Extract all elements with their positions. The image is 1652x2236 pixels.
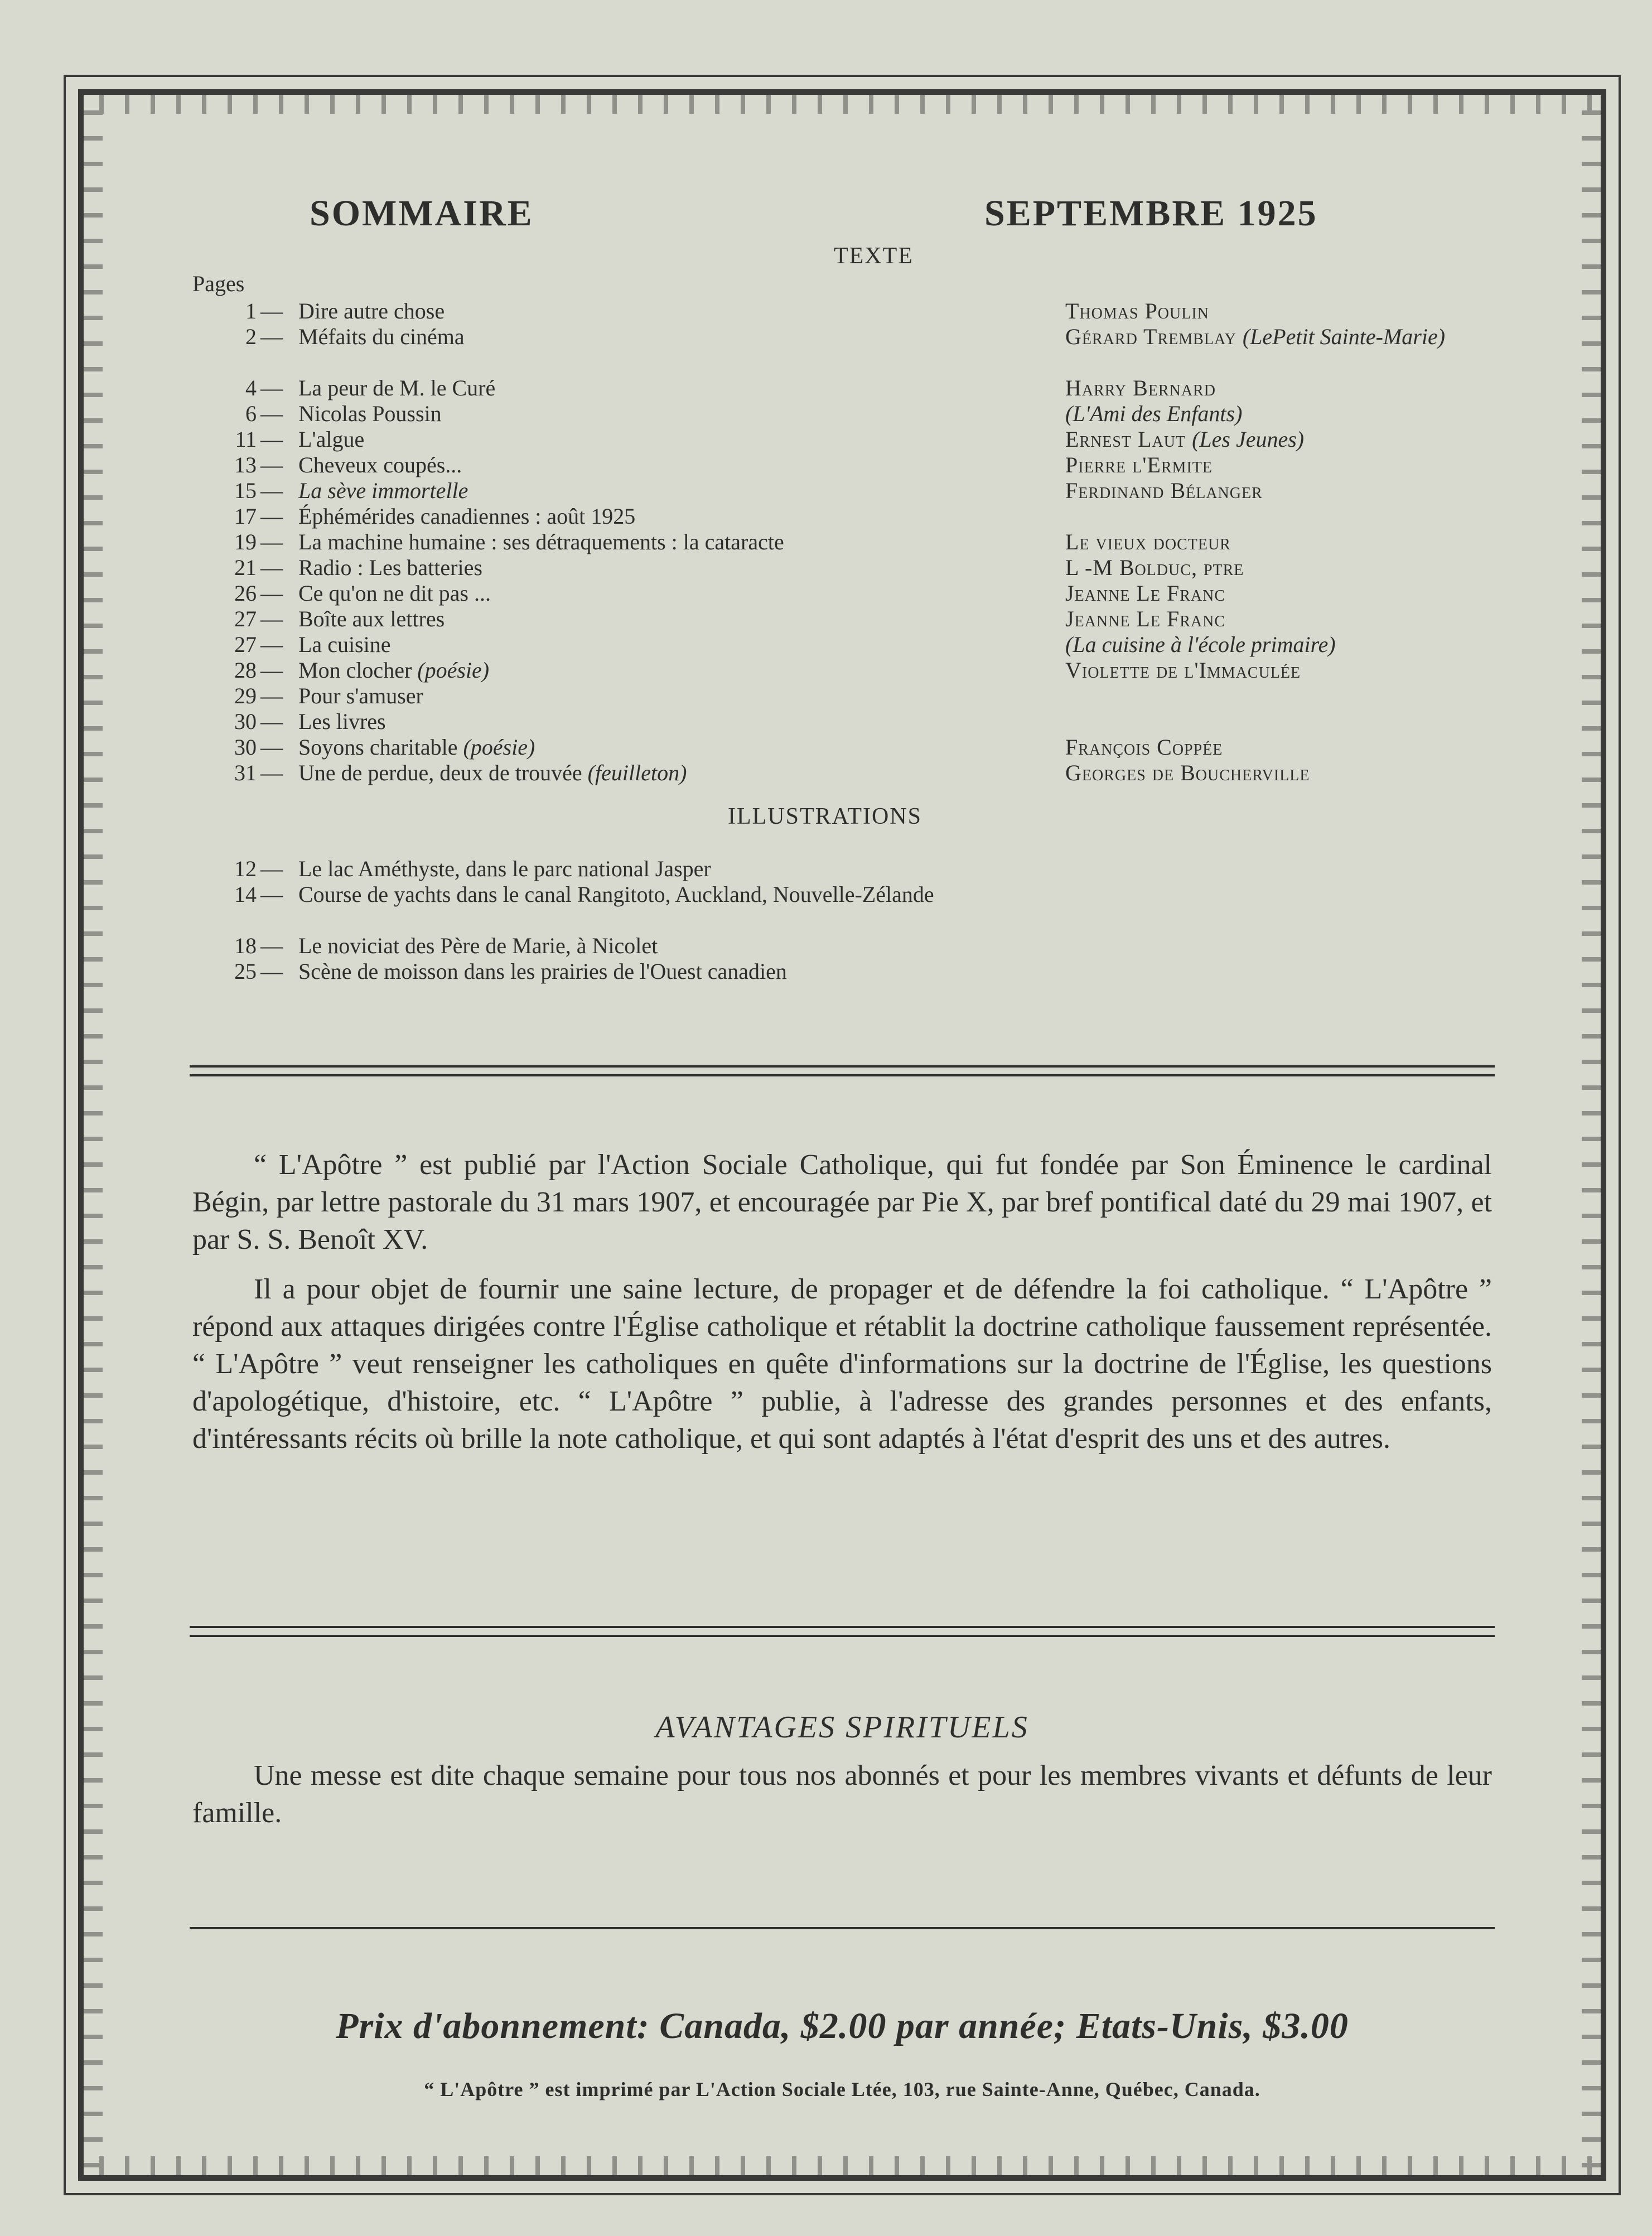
toc-entry bbox=[192, 401, 1492, 427]
toc-author-note: (LePetit Sainte-Marie) bbox=[1242, 324, 1446, 349]
toc-author-note: (L'Ami des Enfants) bbox=[1065, 401, 1243, 426]
illustrations-section-label: ILLUSTRATIONS bbox=[728, 804, 922, 829]
toc-title: La cuisine bbox=[298, 632, 391, 657]
toc-author-name: Gérard Tremblay bbox=[1065, 324, 1236, 349]
illustration-entry bbox=[192, 882, 1492, 933]
toc-title-note: (poésie) bbox=[417, 658, 490, 683]
toc-dash: — bbox=[260, 658, 283, 683]
table-of-contents bbox=[192, 298, 1492, 786]
toc-dash: — bbox=[260, 375, 283, 400]
toc-page: 2 bbox=[245, 324, 257, 349]
toc-dot-leader bbox=[549, 452, 1051, 478]
toc-dash: — bbox=[260, 606, 283, 631]
toc-page: 1 bbox=[245, 298, 257, 323]
illustration-page: 14 bbox=[234, 882, 257, 907]
issue-date-heading: SEPTEMBRE 1925 bbox=[984, 193, 1318, 234]
toc-entry bbox=[192, 375, 1492, 401]
avantages-title: AVANTAGES SPIRITUELS bbox=[655, 1710, 1029, 1745]
toc-dot-leader bbox=[831, 933, 1051, 959]
pages-column-label: Pages bbox=[192, 271, 245, 296]
toc-page: 27 bbox=[234, 632, 257, 657]
toc-dash: — bbox=[260, 298, 283, 323]
toc-entry bbox=[192, 735, 1492, 760]
toc-title: La machine humaine : ses détraquements : la cataracte bbox=[298, 529, 784, 554]
toc-page: 4 bbox=[245, 375, 257, 400]
toc-entry bbox=[192, 298, 1492, 324]
toc-author: Le vieux docteur bbox=[1065, 529, 1231, 554]
toc-page: 19 bbox=[234, 529, 257, 554]
toc-title: Radio : Les batteries bbox=[298, 555, 482, 580]
toc-dot-leader bbox=[449, 632, 1051, 658]
toc-page: 15 bbox=[234, 478, 257, 503]
toc-title bbox=[298, 760, 687, 786]
toc-page: 13 bbox=[234, 452, 257, 477]
subscription-price: Prix d'abonnement: Canada, $2.00 par année; Etats-Unis, $3.00 bbox=[336, 2006, 1349, 2046]
toc-entry bbox=[192, 606, 1492, 632]
toc-entry bbox=[192, 529, 1492, 555]
toc-author: Violette de l'Immaculée bbox=[1065, 658, 1301, 683]
toc-author bbox=[1065, 401, 1242, 427]
toc-entry bbox=[192, 709, 1492, 735]
toc-dash: — bbox=[260, 856, 283, 881]
toc-title: Boîte aux lettres bbox=[298, 606, 445, 631]
toc-dash: — bbox=[260, 709, 283, 734]
toc-page: 30 bbox=[234, 709, 257, 734]
toc-entry bbox=[192, 324, 1492, 375]
toc-page: 31 bbox=[234, 760, 257, 785]
illustration-page: 12 bbox=[234, 856, 257, 881]
toc-dash: — bbox=[260, 683, 283, 708]
toc-title-note: (poésie) bbox=[463, 735, 535, 760]
printer-imprint: “ L'Apôtre ” est imprimé par L'Action Sociale Ltée, 103, rue Sainte-Anne, Québec, Canada. bbox=[424, 2078, 1260, 2100]
illustration-title: Course de yachts dans le canal Rangitoto, Auckland, Nouvelle-Zélande bbox=[298, 882, 934, 907]
toc-dash: — bbox=[260, 760, 283, 785]
toc-title: Cheveux coupés... bbox=[298, 452, 462, 477]
toc-dash: — bbox=[260, 735, 283, 760]
toc-author bbox=[1065, 632, 1336, 658]
toc-dot-leader bbox=[552, 606, 1051, 632]
texte-section-label: TEXTE bbox=[834, 243, 914, 269]
toc-title-text: Une de perdue, deux de trouvée bbox=[298, 760, 582, 785]
toc-page: 21 bbox=[234, 555, 257, 580]
summary-heading: SOMMAIRE bbox=[310, 193, 534, 234]
toc-dash: — bbox=[260, 427, 283, 452]
toc-page: 27 bbox=[234, 606, 257, 631]
toc-dot-leader bbox=[968, 529, 1051, 555]
toc-entry bbox=[192, 658, 1492, 683]
toc-dash: — bbox=[260, 401, 283, 426]
toc-author: Jeanne Le Franc bbox=[1065, 606, 1226, 631]
toc-title: L'algue bbox=[298, 427, 365, 452]
toc-title-note: (feuilleton) bbox=[587, 760, 687, 785]
toc-page: 28 bbox=[234, 658, 257, 683]
avantages-text bbox=[192, 1757, 1492, 1844]
toc-entry bbox=[192, 427, 1492, 452]
toc-author-note: (Les Jeunes) bbox=[1192, 427, 1305, 452]
toc-author: Jeanne Le Franc bbox=[1065, 581, 1226, 606]
toc-dot-leader bbox=[912, 959, 1023, 984]
toc-title-text: Soyons charitable bbox=[298, 735, 458, 760]
toc-title bbox=[298, 735, 535, 760]
toc-entry bbox=[192, 683, 1492, 709]
toc-author: Harry Bernard bbox=[1065, 375, 1216, 400]
toc-page: 29 bbox=[234, 683, 257, 708]
toc-page: 11 bbox=[235, 427, 257, 452]
toc-author: Ferdinand Bélanger bbox=[1065, 478, 1263, 503]
toc-title bbox=[298, 658, 489, 683]
illustration-title: Le lac Améthyste, dans le parc national Jasper bbox=[298, 856, 711, 881]
toc-author-note: (La cuisine à l'école primaire) bbox=[1065, 632, 1336, 657]
toc-author: Thomas Poulin bbox=[1065, 298, 1209, 323]
toc-dot-leader bbox=[513, 401, 1051, 427]
toc-dash: — bbox=[260, 452, 283, 477]
toc-dot-leader bbox=[591, 375, 1051, 401]
toc-title: Dire autre chose bbox=[298, 298, 445, 323]
toc-dot-leader bbox=[828, 760, 1051, 786]
toc-dash: — bbox=[260, 555, 283, 580]
illustration-page: 18 bbox=[234, 933, 257, 958]
toc-dot-leader bbox=[393, 427, 1051, 452]
illustration-page: 25 bbox=[234, 959, 257, 984]
illustration-entry bbox=[192, 959, 1492, 984]
toc-entry bbox=[192, 581, 1492, 606]
illustrations-list bbox=[192, 856, 1492, 984]
toc-entry bbox=[192, 478, 1492, 504]
toc-entry bbox=[192, 504, 1492, 529]
description-paragraph: “ L'Apôtre ” est publié par l'Action Sociale Catholique, qui fut fondée par Son Éminence le cardinal Bégin, par lettre pastorale du 31 mars 1907, et encouragée par Pie X, par bref pontifical daté du 29 mai 1907, et par S. S. Benoît XV. bbox=[192, 1149, 1492, 1255]
section-divider bbox=[190, 1626, 1495, 1637]
toc-dash: — bbox=[260, 959, 283, 984]
toc-dot-leader bbox=[636, 581, 1051, 606]
toc-dash: — bbox=[260, 632, 283, 657]
toc-dash: — bbox=[260, 478, 283, 503]
toc-page: 30 bbox=[234, 735, 257, 760]
toc-title: Éphémérides canadiennes : août 1925 bbox=[298, 504, 636, 529]
illustration-title: Scène de moisson dans les prairies de l'Ouest canadien bbox=[298, 959, 787, 984]
toc-dash: — bbox=[260, 324, 283, 349]
toc-author: François Coppée bbox=[1065, 735, 1223, 760]
toc-dot-leader bbox=[538, 555, 1051, 581]
toc-title: Ce qu'on ne dit pas ... bbox=[298, 581, 491, 606]
toc-title: Nicolas Poussin bbox=[298, 401, 442, 426]
toc-dash: — bbox=[260, 882, 283, 907]
section-divider bbox=[190, 1065, 1495, 1076]
toc-title-text: Mon clocher bbox=[298, 658, 412, 683]
description-paragraph: Il a pour objet de fournir une saine lecture, de propager et de défendre la foi catholique. “ L'Apôtre ” répond aux attaques dirigées contre l'Église catholique et rétablit la doctrine catholique faussement représentée. “ L'Apôtre ” veut renseigner les catholiques en quête d'informations sur la doctrine de l'Église, les questions d'apologétique, d'histoire, etc. “ L'Apôtre ” publie, à l'adresse des grandes personnes et des enfants, d'intéressants récits où brille la note catholique, et qui sont adaptés à l'état d'esprit des uns et des autres. bbox=[192, 1273, 1492, 1455]
toc-title: Les livres bbox=[298, 709, 386, 734]
illustration-entry bbox=[192, 933, 1492, 959]
toc-entry bbox=[192, 452, 1492, 478]
toc-title: Méfaits du cinéma bbox=[298, 324, 465, 349]
toc-title: La peur de M. le Curé bbox=[298, 375, 496, 400]
toc-title: Pour s'amuser bbox=[298, 683, 423, 708]
toc-dash: — bbox=[260, 504, 283, 529]
toc-entry bbox=[192, 555, 1492, 581]
toc-dot-leader bbox=[650, 735, 1051, 760]
toc-page: 6 bbox=[245, 401, 257, 426]
toc-page: 17 bbox=[234, 504, 257, 529]
illustration-title: Le noviciat des Père de Marie, à Nicolet bbox=[298, 933, 658, 958]
toc-entry bbox=[192, 632, 1492, 658]
toc-author bbox=[1065, 427, 1304, 452]
toc-author bbox=[1065, 324, 1495, 350]
toc-author: Georges de Boucherville bbox=[1065, 760, 1310, 785]
toc-dot-leader bbox=[761, 504, 1051, 529]
avantages-paragraph: Une messe est dite chaque semaine pour tous nos abonnés et pour les membres vivants et défunts de leur famille. bbox=[192, 1760, 1492, 1829]
toc-dash: — bbox=[260, 581, 283, 606]
toc-dot-leader bbox=[561, 298, 1051, 324]
toc-dot-leader bbox=[449, 709, 1051, 735]
toc-dash: — bbox=[260, 933, 283, 958]
publication-description bbox=[192, 1146, 1492, 1470]
toc-author: Pierre l'Ermite bbox=[1065, 452, 1213, 477]
toc-author: L -M Bolduc, ptre bbox=[1065, 555, 1244, 580]
toc-author-name: Ernest Laut bbox=[1065, 427, 1186, 452]
toc-dot-leader bbox=[608, 324, 1051, 350]
toc-dash: — bbox=[260, 529, 283, 554]
section-divider bbox=[190, 1927, 1495, 1929]
toc-dot-leader bbox=[516, 658, 1051, 683]
toc-dot-leader bbox=[547, 683, 1051, 709]
toc-title: La sève immortelle bbox=[298, 478, 468, 503]
illustration-entry bbox=[192, 856, 1492, 882]
toc-dot-leader bbox=[505, 478, 1051, 504]
toc-dot-leader bbox=[811, 856, 1051, 882]
toc-entry bbox=[192, 760, 1492, 786]
toc-page: 26 bbox=[234, 581, 257, 606]
